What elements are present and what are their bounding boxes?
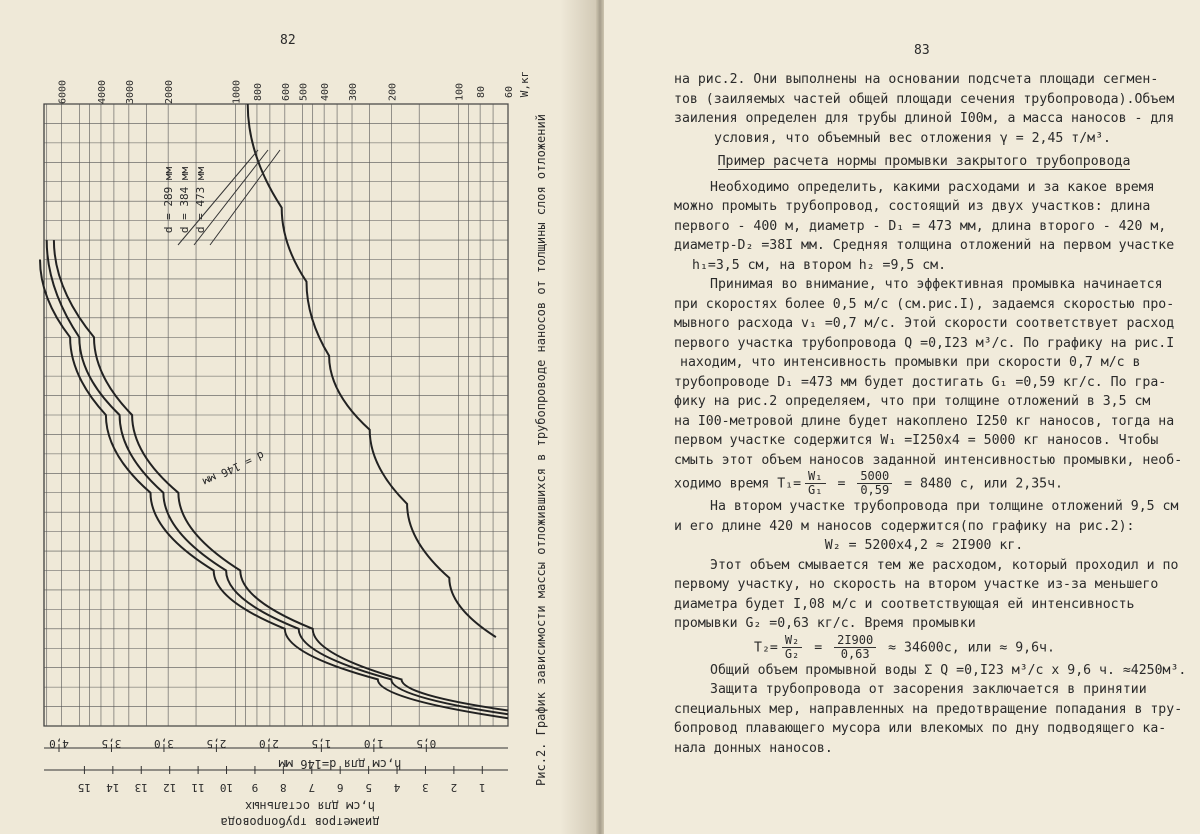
text-line: Этот объем смывается тем же расходом, который проходил и по <box>710 557 1179 573</box>
secondary-tick-label: 5 <box>365 781 372 794</box>
primary-tick-label: 4,0 <box>49 737 69 750</box>
chart <box>0 0 596 834</box>
text-line: фику на рис.2 определяем, что при толщине отложений в 3,5 см <box>674 394 1151 409</box>
text-line: смыть этот объем наносов заданной интенсивностью промывки, необ- <box>674 452 1183 468</box>
secondary-axis-label-line1: h,см для остальных <box>244 799 376 813</box>
formula-line-t1 <box>674 470 1174 497</box>
primary-tick-label: 1,5 <box>311 737 332 750</box>
text-line: при скоростях более 0,5 м/с (см.рис.I), задаемся скоростью про- <box>674 296 1175 312</box>
w-tick-label: 2000 <box>164 79 176 105</box>
w-tick-label: 80 <box>476 85 488 99</box>
body-text <box>674 70 1187 758</box>
text-line: первого - 400 м, диаметр - D₁ = 473 мм, длина второго - 420 м, <box>674 218 1167 234</box>
primary-tick-label: 2,5 <box>206 737 227 750</box>
text-line: находим, что интенсивность промывки при скорости 0,7 м/с в <box>680 355 1141 370</box>
chart-curves <box>40 104 508 718</box>
formula-result: = 8480 с, или 2,35ч. <box>896 476 1063 492</box>
curve-289 <box>54 240 508 710</box>
w-tick-label: 6000 <box>57 79 69 105</box>
right-page <box>604 0 1200 834</box>
fraction-denominator: 0,63 <box>840 646 870 661</box>
text-line: Необходимо определить, какими расходами и за какое время <box>710 179 1155 195</box>
w-tick-label: 4000 <box>96 79 108 105</box>
curve-473 <box>40 260 508 719</box>
fraction <box>782 634 802 661</box>
curve-label-473: d = 473 мм <box>194 166 207 234</box>
text-line: На втором участке трубопровода при толщине отложений 9,5 см <box>710 499 1179 514</box>
text-line: условия, что объемный вес отложения γ = 2,45 т/м³. <box>714 130 1111 146</box>
secondary-tick-label: 8 <box>280 781 287 794</box>
fraction-numerator: W₂ <box>782 634 802 648</box>
formula-equals: = <box>829 476 854 492</box>
section-heading-text: Пример расчета нормы промывки закрытого трубопровода <box>717 154 1131 169</box>
w-axis-unit: W,кг <box>518 70 531 98</box>
text-line: W₂ = 5200x4,2 ≈ 2I900 кг. <box>824 538 1024 553</box>
text-line: специальных мер, направленных на предотвращение попадания в тру- <box>674 701 1183 717</box>
formula-prefix: ходимо время T₁= <box>674 476 802 492</box>
secondary-tick-label: 3 <box>422 781 429 794</box>
text-line: h₁=3,5 см, на втором h₂ =9,5 см. <box>692 257 947 273</box>
secondary-tick-label: 7 <box>308 781 316 794</box>
text-line: трубопроводе D₁ =473 мм будет достигать G₁ =0,59 кг/с. По гра- <box>674 374 1167 390</box>
fraction <box>857 470 892 497</box>
label-leader <box>210 150 280 245</box>
formula-prefix: T₂= <box>754 640 778 655</box>
w-tick-label: 100 <box>454 82 466 102</box>
text-line: заиления определен для трубы длиной I00м, а масса наносов - для <box>674 111 1175 126</box>
primary-tick-label: 3,0 <box>154 737 174 750</box>
text-line: бопровод плавающего мусора или влекомых по дну подводящего ка- <box>674 721 1167 736</box>
page-number-left: 82 <box>280 33 296 48</box>
secondary-tick-label: 11 <box>191 781 205 794</box>
curve-label-146: d = 146 мм <box>200 448 267 489</box>
primary-tick-label: 2,0 <box>258 737 279 750</box>
w-tick-label: 600 <box>280 82 292 102</box>
text-line: мывного расхода v₁ =0,7 м/с. Этой скорости соответствует расход <box>674 316 1175 331</box>
text-line: на рис.2. Они выполнены на основании подсчета площади сегмен- <box>674 72 1159 87</box>
text-line: нала донных наносов. <box>674 740 833 756</box>
secondary-tick-label: 10 <box>219 781 234 794</box>
secondary-tick-label: 2 <box>450 781 458 794</box>
chart-caption: Рис.2. График зависимости массы отложившихся в трубопроводе наносов от толщины слоя отложений <box>534 114 548 786</box>
secondary-tick-label: 6 <box>336 781 344 794</box>
w-tick-label: 60 <box>504 85 515 99</box>
secondary-tick-label: 15 <box>77 781 92 794</box>
formula-result: ≈ 34600с, или ≈ 9,6ч. <box>880 640 1055 655</box>
w-tick-label: 200 <box>387 82 399 102</box>
secondary-tick-label: 4 <box>393 781 401 794</box>
text-line: первом участке содержится W₁ =I250x4 = 5000 кг наносов. Чтобы <box>674 433 1159 448</box>
primary-axis-label: h,см для d=146 мм <box>278 757 402 771</box>
w-tick-label: 300 <box>348 82 360 102</box>
w-tick-label: 1000 <box>231 79 243 105</box>
secondary-tick-label: 9 <box>251 781 259 794</box>
text-line: диаметра будет I,08 м/с и соответствующая ей интенсивность <box>674 596 1135 612</box>
text-line: Защита трубопровода от засорения заключается в принятии <box>710 682 1147 697</box>
page-number-right: 83 <box>914 43 930 58</box>
curve-384 <box>47 240 508 714</box>
w-tick-label: 500 <box>298 82 310 102</box>
w-tick-label: 3000 <box>124 79 136 105</box>
fraction-denominator: G₁ <box>808 483 823 497</box>
fraction-numerator: W₁ <box>805 470 825 484</box>
primary-tick-label: 1,0 <box>363 737 384 750</box>
secondary-axis-label-line2: диаметров трубопровода <box>220 815 380 829</box>
curve-label-384: d = 384 мм <box>178 166 191 234</box>
secondary-tick-label: 14 <box>106 781 120 794</box>
formula-equals: = <box>806 640 831 655</box>
curve-label-289: d = 289 мм <box>162 166 175 234</box>
text-line: тов (заиляемых частей общей площади сечения трубопровода).Объем <box>674 91 1175 107</box>
text-line: Общий объем промывной воды Σ Q =0,I23 м³/с x 9,6 ч. ≈4250м³. <box>710 662 1187 678</box>
text-line: первого участка трубопровода Q =0,I23 м³/с. По графику на рис.I <box>674 335 1175 351</box>
secondary-tick-label: 12 <box>163 781 177 794</box>
fraction-denominator: G₂ <box>784 646 800 661</box>
text-line: первому участку, но скорость на втором участке из-за меньшего <box>674 577 1159 592</box>
text-line: Принимая во внимание, что эффективная промывка начинается <box>710 277 1163 292</box>
section-heading <box>674 152 1174 172</box>
formula-line-t2 <box>674 634 1174 661</box>
fraction-numerator: 5000 <box>857 470 892 484</box>
left-page <box>0 0 596 834</box>
text-line: промывки G₂ =0,63 кг/с. Время промывки <box>674 616 976 631</box>
primary-tick-label: 3,5 <box>101 737 122 750</box>
fraction <box>834 634 876 661</box>
text-line: диаметр-D₂ =38I мм. Средняя толщина отложений на первом участке <box>674 238 1175 253</box>
fraction-numerator: 2I900 <box>834 634 876 648</box>
fraction-denominator: 0,59 <box>860 483 890 497</box>
fraction <box>805 470 825 497</box>
text-line: на I00-метровой длине будет накоплено I250 кг наносов, тогда на <box>674 413 1175 429</box>
w-tick-label: 800 <box>252 82 264 102</box>
text-line: и его длине 420 м наносов содержится(по графику на рис.2): <box>674 518 1135 534</box>
w-tick-label: 400 <box>320 82 332 102</box>
primary-tick-label: 0,5 <box>416 737 437 750</box>
text-line: можно промыть трубопровод, состоящий из двух участков: длина <box>674 199 1151 214</box>
secondary-tick-label: 13 <box>134 781 148 794</box>
secondary-tick-label: 1 <box>478 781 486 794</box>
